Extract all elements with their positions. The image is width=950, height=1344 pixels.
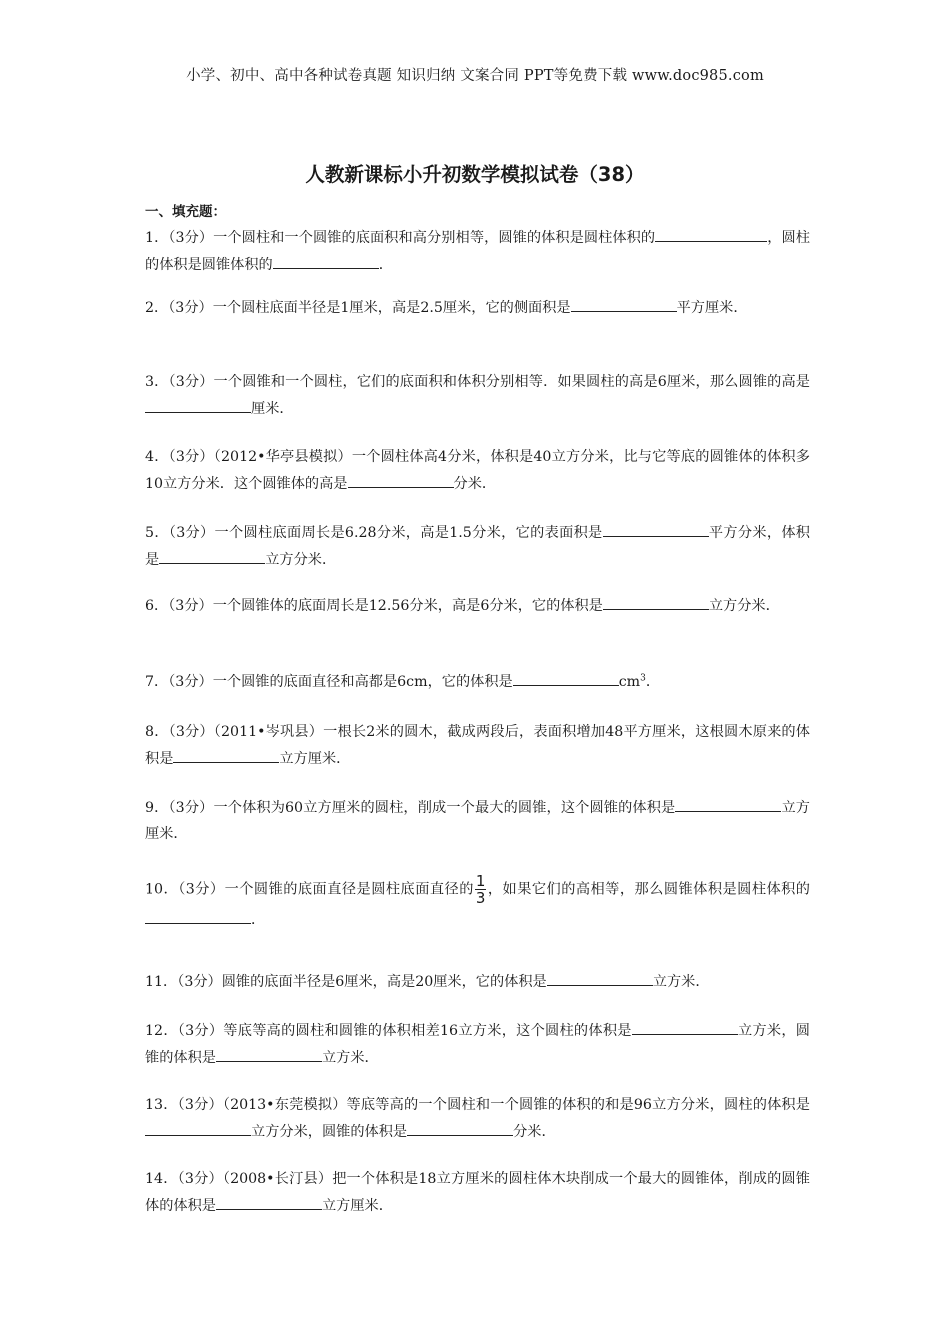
question-8 <box>145 719 810 772</box>
question-text: ，如果它们的高相等，那么圆锥体积是圆柱体积的 <box>487 881 810 898</box>
question-text: 分米． <box>453 476 497 492</box>
question-text: 立方米，圆锥的体积是 <box>145 1023 810 1066</box>
question-text: 平方厘米． <box>676 300 748 316</box>
answer-blank[interactable] <box>632 1017 712 1035</box>
answer-blank[interactable] <box>145 1118 251 1136</box>
site-header: 小学、初中、高中各种试卷真题 知识归纳 文案合同 PPT等免费下载 www.doc985.com <box>186 68 764 84</box>
question-text: 14．（3分）（2008•长汀县）把一个体积是18立方厘米的圆柱体木块削成一个最大的圆锥体，削成的圆锥体的体积是 <box>145 1171 810 1214</box>
answer-blank[interactable] <box>712 1017 738 1035</box>
question-text: 7．（3分）一个圆锥的底面直径和高都是6cm，它的体积是 <box>145 674 513 690</box>
answer-blank[interactable] <box>407 1118 513 1136</box>
answer-blank[interactable] <box>711 224 767 242</box>
question-4 <box>145 444 810 497</box>
answer-blank[interactable] <box>145 395 251 413</box>
question-text: 8．（3分）（2011•岑巩县）一根长2米的圆木，截成两段后，表面积增加48平方厘米，这根圆木原来的体积是 <box>145 724 810 767</box>
answer-blank[interactable] <box>603 519 709 537</box>
question-text: 4．（3分）（2012•华亭县模拟）一个圆柱体高4分米，体积是40立方分米，比与它等底的圆锥体的体积多10立方分米．这个圆锥体的高是 <box>145 449 810 492</box>
question-11 <box>145 968 810 995</box>
question-13 <box>145 1092 810 1145</box>
question-9 <box>145 794 810 847</box>
question-text: 立方米． <box>321 1050 379 1066</box>
unit-label: cm <box>618 674 641 690</box>
fraction-numerator: 1 <box>475 872 486 890</box>
question-text: ，圆柱的体积是圆锥体积的 <box>145 230 810 273</box>
question-2 <box>145 294 810 321</box>
answer-blank[interactable] <box>547 968 653 986</box>
question-text: 平方分米，体积是 <box>145 525 810 568</box>
question-text: 厘米． <box>251 401 294 417</box>
answer-blank[interactable] <box>216 1044 322 1062</box>
answer-blank[interactable] <box>655 224 711 242</box>
question-text: 立方厘米． <box>279 751 351 767</box>
answer-blank[interactable] <box>173 745 279 763</box>
question-5 <box>145 519 810 573</box>
answer-blank[interactable] <box>348 470 454 488</box>
question-text: 13．（3分）（2013•东莞模拟）等底等高的一个圆柱和一个圆锥的体积的和是96立方分米，圆柱的体积是 <box>145 1097 810 1113</box>
answer-blank[interactable] <box>216 1192 322 1210</box>
answer-blank[interactable] <box>159 546 265 564</box>
fraction-denominator: 3 <box>475 889 486 907</box>
question-3 <box>145 369 810 422</box>
answer-blank[interactable] <box>273 251 379 269</box>
question-text: 立方厘米． <box>145 800 810 842</box>
question-text: 2．（3分）一个圆柱底面半径是1厘米，高是2.5厘米，它的侧面积是 <box>145 300 571 316</box>
question-1 <box>145 224 810 278</box>
question-text: 9．（3分）一个体积为60立方厘米的圆柱，削成一个最大的圆锥，这个圆锥的体积是 <box>145 800 676 816</box>
question-text: 立方分米，圆锥的体积是 <box>251 1124 408 1140</box>
question-text: 分米． <box>513 1124 556 1140</box>
question-7 <box>145 668 810 695</box>
question-text: ． <box>251 912 266 928</box>
question-text: 6．（3分）一个圆锥体的底面周长是12.56分米，高是6分米，它的体积是 <box>145 598 603 614</box>
answer-blank[interactable] <box>571 294 677 312</box>
answer-blank[interactable] <box>145 906 251 924</box>
answer-blank[interactable] <box>513 668 619 686</box>
question-text: 10．（3分）一个圆锥的底面直径是圆柱底面直径的 <box>145 881 474 898</box>
page-title: 人教新课标小升初数学模拟试卷（38） <box>305 163 645 186</box>
section-heading: 一、填充题： <box>145 204 226 220</box>
unit-superscript: 3 <box>640 673 646 684</box>
question-12 <box>145 1017 810 1071</box>
question-text: 立方米． <box>652 974 710 990</box>
question-10 <box>145 873 810 933</box>
question-text: 12．（3分）等底等高的圆柱和圆锥的体积相差16立方米，这个圆柱的体积是 <box>145 1023 632 1039</box>
question-text: 11．（3分）圆锥的底面半径是6厘米，高是20厘米，它的体积是 <box>145 974 547 990</box>
question-text: ． <box>645 674 661 690</box>
question-14 <box>145 1166 810 1219</box>
answer-blank[interactable] <box>675 794 701 812</box>
question-text: 1．（3分）一个圆柱和一个圆锥的底面积和高分别相等，圆锥的体积是圆柱体积的 <box>145 230 656 246</box>
answer-blank[interactable] <box>603 592 709 610</box>
question-text: 立方分米． <box>265 552 337 568</box>
question-6 <box>145 592 810 619</box>
question-text: ． <box>378 257 393 273</box>
question-text: 立方分米． <box>708 598 780 614</box>
question-text: 3．（3分）一个圆锥和一个圆柱，它们的底面积和体积分别相等．如果圆柱的高是6厘米，那么圆锥的高是 <box>145 374 810 390</box>
fraction-one-third <box>475 873 487 906</box>
question-text: 立方厘米． <box>321 1198 393 1214</box>
answer-blank[interactable] <box>701 794 781 812</box>
question-text: 5．（3分）一个圆柱底面周长是6.28分米，高是1.5分米，它的表面积是 <box>145 525 603 541</box>
